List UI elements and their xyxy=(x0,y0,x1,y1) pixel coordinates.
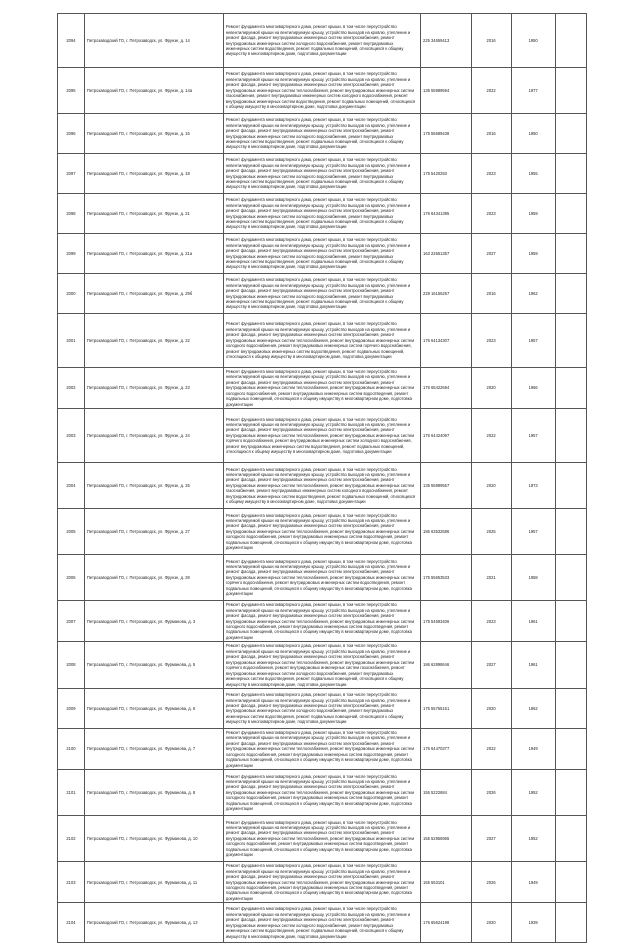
built-year-cell: 1949 xyxy=(511,862,555,903)
address-cell: Петрозаводский ГО, г. Петрозаводск, ул. Фрунзе, д. 24 xyxy=(84,409,223,463)
built-year-cell: 1962 xyxy=(511,688,555,728)
address-cell: Петрозаводский ГО, г. Петрозаводск, ул. Фурманова, д. 8 xyxy=(84,770,223,816)
table-row xyxy=(58,114,587,154)
table-row xyxy=(58,728,587,769)
empty-cell xyxy=(555,274,586,314)
year-cell: 2022 xyxy=(471,409,511,463)
cost-cell: 176 64341395 xyxy=(421,194,472,234)
built-year-cell: 1939 xyxy=(511,903,555,943)
table-row xyxy=(58,234,587,274)
built-year-cell: 1950 xyxy=(511,14,555,68)
year-cell: 2016 xyxy=(471,114,511,154)
address-cell: Петрозаводский ГО, г. Петрозаводск, ул. Фрунзе, д. 16 xyxy=(84,114,223,154)
works-cell: Ремонт фундамента многоквартирного дома, ремонт крыши, в том числе переустройство невентилируемой крыши на вентилируемую крышу, устройство выходов на кровлю, утепление и ремонт фасада, ремонт внутридомовых инженерных систем электроснабжения, ремонт внутридомовых инженерных систем холодного водоснабжения, ремонт внутридомовых инженерных систем водоотведения, ремонт подвальных помещений, относящихся к общему имуществу в многоквартирном доме, подготовка документации xyxy=(223,194,420,234)
table-row xyxy=(58,555,587,601)
empty-cell xyxy=(555,903,586,943)
year-cell: 2023 xyxy=(471,154,511,194)
address-cell: Петрозаводский ГО, г. Петрозаводск, ул. Фурманова, д. 3 xyxy=(84,601,223,642)
empty-cell xyxy=(555,463,586,509)
works-cell: Ремонт фундамента многоквартирного дома, ремонт крыши, в том числе переустройство невентилируемой крыши на вентилируемую крышу, устройство выходов на кровлю, утепление и ремонт фасада, ремонт внутридомовых инженерных систем электроснабжения, ремонт внутридомовых инженерных систем теплоснабжения, ремонт внутридомовых инженерных систем газоснабжения, ремонт внутридомовых инженерных систем холодного водоснабжения, ремонт внутридомовых инженерных систем водоотведения, ремонт подвальных помещений, относящихся к общему имуществу в многоквартирном доме, подготовка документации xyxy=(223,463,420,509)
built-year-cell: 1957 xyxy=(511,409,555,463)
year-cell: 2022 xyxy=(471,68,511,114)
year-cell: 2023 xyxy=(471,194,511,234)
address-cell: Петрозаводский ГО, г. Петрозаводск, ул. Фрунзе, д. 21 xyxy=(84,194,223,234)
built-year-cell: 1952 xyxy=(511,770,555,816)
built-year-cell: 1961 xyxy=(511,642,555,689)
table-row xyxy=(58,509,587,555)
cost-cell: 225 34659413 xyxy=(421,14,472,68)
cost-cell: 176 64424097 xyxy=(421,409,472,463)
cost-cell: 175 54593406 xyxy=(421,601,472,642)
year-cell: 2020 xyxy=(471,368,511,409)
row-number: 2009 xyxy=(58,688,85,728)
works-cell: Ремонт фундамента многоквартирного дома, ремонт крыши, в том числе переустройство невентилируемой крыши на вентилируемую крышу, устройство выходов на кровлю, утепление и ремонт фасада, ремонт внутридомовых инженерных систем электроснабжения, ремонт внутридомовых инженерных систем теплоснабжения, ремонт внутридомовых инженерных систем холодного водоснабжения, ремонт внутридомовых инженерных систем водоотведения, ремонт подвальных помещений, относящихся к общему имуществу в многоквартирном доме, подготовка документации xyxy=(223,770,420,816)
year-cell: 2020 xyxy=(471,903,511,943)
row-number: 2000 xyxy=(58,274,85,314)
empty-cell xyxy=(555,728,586,769)
row-number: 2101 xyxy=(58,770,85,816)
works-cell: Ремонт фундамента многоквартирного дома, ремонт крыши, в том числе переустройство невентилируемой крыши на вентилируемую крышу, устройство выходов на кровлю, утепление и ремонт фасада, ремонт внутридомовых инженерных систем электроснабжения, ремонт внутридомовых инженерных систем холодного водоснабжения, ремонт внутридомовых инженерных систем водоотведения, ремонт подвальных помещений, относящихся к общему имуществу в многоквартирном доме, подготовка документации xyxy=(223,114,420,154)
address-cell: Петрозаводский ГО, г. Петрозаводск, ул. Фурманова, д. 7 xyxy=(84,728,223,769)
empty-cell xyxy=(555,509,586,555)
year-cell: 2023 xyxy=(471,601,511,642)
row-number: 2103 xyxy=(58,862,85,903)
year-cell: 2025 xyxy=(471,509,511,555)
built-year-cell: 1966 xyxy=(511,368,555,409)
table-row xyxy=(58,770,587,816)
works-cell: Ремонт фундамента многоквартирного дома, ремонт крыши, в том числе переустройство невентилируемой крыши на вентилируемую крышу, устройство выходов на кровлю, утепление и ремонт фасада, ремонт внутридомовых инженерных систем электроснабжения, ремонт внутридомовых инженерных систем холодного водоснабжения, ремонт внутридомовых инженерных систем водоотведения, ремонт подвальных помещений, относящихся к общему имуществу в многоквартирном доме, подготовка документации xyxy=(223,274,420,314)
address-cell: Петрозаводский ГО, г. Петрозаводск, ул. Фурманова, д. 6 xyxy=(84,688,223,728)
row-number: 2099 xyxy=(58,234,85,274)
cost-cell: 135 55989594 xyxy=(421,68,472,114)
built-year-cell: 1973 xyxy=(511,463,555,509)
row-number: 2096 xyxy=(58,114,85,154)
cost-cell: 155 52956965 xyxy=(421,816,472,862)
empty-cell xyxy=(555,601,586,642)
year-cell: 2027 xyxy=(471,234,511,274)
empty-cell xyxy=(555,234,586,274)
cost-cell: 176 64134307 xyxy=(421,314,472,368)
built-year-cell: 1961 xyxy=(511,601,555,642)
address-cell: Петрозаводский ГО, г. Петрозаводск, ул. Фурманова, д. 5 xyxy=(84,642,223,689)
address-cell: Петрозаводский ГО, г. Петрозаводск, ул. Фрунзе, д. 29б xyxy=(84,274,223,314)
cost-cell: 163 22651357 xyxy=(421,234,472,274)
works-cell: Ремонт фундамента многоквартирного дома, ремонт крыши, в том числе переустройство невентилируемой крыши на вентилируемую крышу, устройство выходов на кровлю, утепление и ремонт фасада, ремонт внутридомовых инженерных систем электроснабжения, ремонт внутридомовых инженерных систем холодного водоснабжения, ремонт внутридомовых инженерных систем водоотведения, ремонт подвальных помещений, относящихся к общему имуществу в многоквартирном доме, подготовка документации xyxy=(223,688,420,728)
works-cell: Ремонт фундамента многоквартирного дома, ремонт крыши, в том числе переустройство невентилируемой крыши на вентилируемую крышу, устройство выходов на кровлю, утепление и ремонт фасада, ремонт внутридомовых инженерных систем электроснабжения, ремонт внутридомовых инженерных систем теплоснабжения, ремонт внутридомовых инженерных систем холодного водоснабжения, ремонт внутридомовых инженерных систем водоотведения, ремонт подвальных помещений, относящихся к общему имуществу в многоквартирном доме, подготовка документации xyxy=(223,728,420,769)
table-row xyxy=(58,688,587,728)
row-number: 2100 xyxy=(58,728,85,769)
cost-cell: 175 55689438 xyxy=(421,114,472,154)
cost-cell: 155 553101 xyxy=(421,862,472,903)
year-cell: 2026 xyxy=(471,862,511,903)
row-number: 2001 xyxy=(58,314,85,368)
address-cell: Петрозаводский ГО, г. Петрозаводск, ул. Фрунзе, д. 27 xyxy=(84,509,223,555)
table-row xyxy=(58,463,587,509)
row-number: 2006 xyxy=(58,555,85,601)
empty-cell xyxy=(555,770,586,816)
built-year-cell: 1950 xyxy=(511,114,555,154)
capital-repair-register-table xyxy=(57,13,587,943)
works-cell: Ремонт фундамента многоквартирного дома, ремонт крыши, в том числе переустройство невентилируемой крыши на вентилируемую крышу, устройство выходов на кровлю, утепление и ремонт фасада, ремонт внутридомовых инженерных систем электроснабжения, ремонт внутридомовых инженерных систем теплоснабжения, ремонт внутридомовых инженерных систем горячего водоснабжения, ремонт внутридомовых инженерных систем газоснабжения, ремонт внутридомовых инженерных систем холодного водоснабжения, ремонт внутридомовых инженерных систем водоотведения, ремонт подвальных помещений, относящихся к общему имуществу в многоквартирном доме, подготовка документации xyxy=(223,642,420,689)
table-row xyxy=(58,314,587,368)
cost-cell: 135 55989557 xyxy=(421,463,472,509)
built-year-cell: 1977 xyxy=(511,68,555,114)
cost-cell: 176 64470377 xyxy=(421,728,472,769)
works-cell: Ремонт фундамента многоквартирного дома, ремонт крыши, в том числе переустройство невентилируемой крыши на вентилируемую крышу, устройство выходов на кровлю, утепление и ремонт фасада, ремонт внутридомовых инженерных систем электроснабжения, ремонт внутридомовых инженерных систем теплоснабжения, ремонт внутридомовых инженерных систем холодного водоснабжения, ремонт внутридомовых инженерных систем водоотведения, ремонт подвальных помещений, относящихся к общему имуществу в многоквартирном доме, подготовка документации xyxy=(223,368,420,409)
empty-cell xyxy=(555,368,586,409)
empty-cell xyxy=(555,314,586,368)
table-row xyxy=(58,68,587,114)
table-row xyxy=(58,368,587,409)
table-row xyxy=(58,14,587,68)
row-number: 2104 xyxy=(58,903,85,943)
row-number: 2007 xyxy=(58,601,85,642)
works-cell: Ремонт фундамента многоквартирного дома, ремонт крыши, в том числе переустройство невентилируемой крыши на вентилируемую крышу, устройство выходов на кровлю, утепление и ремонт фасада, ремонт внутридомовых инженерных систем электроснабжения, ремонт внутридомовых инженерных систем холодного водоснабжения, ремонт внутридомовых инженерных систем водоотведения, ремонт подвальных помещений, относящихся к общему имуществу в многоквартирном доме, подготовка документации xyxy=(223,903,420,943)
year-cell: 2016 xyxy=(471,274,511,314)
works-cell: Ремонт фундамента многоквартирного дома, ремонт крыши, в том числе переустройство невентилируемой крыши на вентилируемую крышу, устройство выходов на кровлю, утепление и ремонт фасада, ремонт внутридомовых инженерных систем электроснабжения, ремонт внутридомовых инженерных систем теплоснабжения, ремонт внутридомовых инженерных систем холодного водоснабжения, ремонт внутридомовых инженерных систем водоотведения, ремонт подвальных помещений, относящихся к общему имуществу в многоквартирном доме, подготовка документации xyxy=(223,816,420,862)
address-cell: Петрозаводский ГО, г. Петрозаводск, ул. Фурманова, д. 11 xyxy=(84,862,223,903)
built-year-cell: 1955 xyxy=(511,154,555,194)
built-year-cell: 1949 xyxy=(511,728,555,769)
works-cell: Ремонт фундамента многоквартирного дома, ремонт крыши, в том числе переустройство невентилируемой крыши на вентилируемую крышу, устройство выходов на кровлю, утепление и ремонт фасада, ремонт внутридомовых инженерных систем электроснабжения, ремонт внутридомовых инженерных систем теплоснабжения, ремонт внутридомовых инженерных систем холодного водоснабжения, ремонт внутридомовых инженерных систем водоотведения, ремонт подвальных помещений, относящихся к общему имуществу в многоквартирном доме, подготовка документации xyxy=(223,601,420,642)
table-row xyxy=(58,409,587,463)
address-cell: Петрозаводский ГО, г. Петрозаводск, ул. Фрунзе, д. 22 xyxy=(84,314,223,368)
table-row xyxy=(58,862,587,903)
table-row xyxy=(58,194,587,234)
empty-cell xyxy=(555,688,586,728)
table-row xyxy=(58,154,587,194)
works-cell: Ремонт фундамента многоквартирного дома, ремонт крыши, в том числе переустройство невентилируемой крыши на вентилируемую крышу, устройство выходов на кровлю, утепление и ремонт фасада, ремонт внутридомовых инженерных систем электроснабжения, ремонт внутридомовых инженерных систем теплоснабжения, ремонт внутридомовых инженерных систем холодного водоснабжения, ремонт внутридомовых инженерных систем горячего водоснабжения, ремонт внутридомовых инженерных систем водоотведения, ремонт подвальных помещений, относящихся к общему имуществу в многоквартирном доме, подготовка документации xyxy=(223,314,420,368)
works-cell: Ремонт фундамента многоквартирного дома, ремонт крыши, в том числе переустройство невентилируемой крыши на вентилируемую крышу, устройство выходов на кровлю, утепление и ремонт фасада, ремонт внутридомовых инженерных систем электроснабжения, ремонт внутридомовых инженерных систем теплоснабжения, ремонт внутридомовых инженерных систем холодного водоснабжения, ремонт внутридомовых инженерных систем водоотведения, ремонт подвальных помещений, относящихся к общему имуществу в многоквартирном доме, подготовка документации xyxy=(223,509,420,555)
row-number: 2095 xyxy=(58,68,85,114)
works-cell: Ремонт фундамента многоквартирного дома, ремонт крыши, в том числе переустройство невентилируемой крыши на вентилируемую крышу, устройство выходов на кровлю, утепление и ремонт фасада, ремонт внутридомовых инженерных систем электроснабжения, ремонт внутридомовых инженерных систем холодного водоснабжения, ремонт внутридомовых инженерных систем водоотведения, ремонт подвальных помещений, относящихся к общему имуществу в многоквартирном доме, подготовка документации xyxy=(223,14,420,68)
cost-cell: 176 65624198 xyxy=(421,903,472,943)
empty-cell xyxy=(555,14,586,68)
built-year-cell: 1958 xyxy=(511,555,555,601)
year-cell: 2022 xyxy=(471,728,511,769)
built-year-cell: 1959 xyxy=(511,234,555,274)
built-year-cell: 1957 xyxy=(511,509,555,555)
address-cell: Петрозаводский ГО, г. Петрозаводск, ул. Фрунзе, д. 14 xyxy=(84,14,223,68)
empty-cell xyxy=(555,154,586,194)
table-row xyxy=(58,816,587,862)
row-number: 2003 xyxy=(58,409,85,463)
row-number: 2002 xyxy=(58,368,85,409)
table-row xyxy=(58,642,587,689)
year-cell: 2027 xyxy=(471,642,511,689)
year-cell: 2023 xyxy=(471,314,511,368)
address-cell: Петрозаводский ГО, г. Петрозаводск, ул. Фрунзе, д. 25 xyxy=(84,463,223,509)
built-year-cell: 1957 xyxy=(511,314,555,368)
address-cell: Петрозаводский ГО, г. Петрозаводск, ул. Фурманова, д. 13 xyxy=(84,903,223,943)
address-cell: Петрозаводский ГО, г. Петрозаводск, ул. Фрунзе, д. 23 xyxy=(84,368,223,409)
address-cell: Петрозаводский ГО, г. Петрозаводск, ул. Фрунзе, д. 28 xyxy=(84,555,223,601)
year-cell: 2021 xyxy=(471,555,511,601)
address-cell: Петрозаводский ГО, г. Петрозаводск, ул. Фрунзе, д. 18 xyxy=(84,154,223,194)
row-number: 2098 xyxy=(58,194,85,234)
works-cell: Ремонт фундамента многоквартирного дома, ремонт крыши, в том числе переустройство невентилируемой крыши на вентилируемую крышу, устройство выходов на кровлю, утепление и ремонт фасада, ремонт внутридомовых инженерных систем электроснабжения, ремонт внутридомовых инженерных систем теплоснабжения, ремонт внутридомовых инженерных систем холодного водоснабжения, ремонт внутридомовых инженерных систем водоотведения, ремонт подвальных помещений, относящихся к общему имуществу в многоквартирном доме, подготовка документации xyxy=(223,862,420,903)
built-year-cell: 1952 xyxy=(511,816,555,862)
year-cell: 2020 xyxy=(471,688,511,728)
works-cell: Ремонт фундамента многоквартирного дома, ремонт крыши, в том числе переустройство невентилируемой крыши на вентилируемую крышу, устройство выходов на кровлю, утепление и ремонт фасада, ремонт внутридомовых инженерных систем электроснабжения, ремонт внутридомовых инженерных систем холодного водоснабжения, ремонт внутридомовых инженерных систем водоотведения, ремонт подвальных помещений, относящихся к общему имуществу в многоквартирном доме, подготовка документации xyxy=(223,234,420,274)
row-number: 2005 xyxy=(58,509,85,555)
built-year-cell: 1959 xyxy=(511,194,555,234)
year-cell: 2020 xyxy=(471,463,511,509)
cost-cell: 186 63532686 xyxy=(421,509,472,555)
works-cell: Ремонт фундамента многоквартирного дома, ремонт крыши, в том числе переустройство невентилируемой крыши на вентилируемую крышу, устройство выходов на кровлю, утепление и ремонт фасада, ремонт внутридомовых инженерных систем электроснабжения, ремонт внутридомовых инженерных систем холодного водоснабжения, ремонт внутридомовых инженерных систем водоотведения, ремонт подвальных помещений, относящихся к общему имуществу в многоквартирном доме, подготовка документации xyxy=(223,154,420,194)
table-body xyxy=(58,14,587,943)
works-cell: Ремонт фундамента многоквартирного дома, ремонт крыши, в том числе переустройство невентилируемой крыши на вентилируемую крышу, устройство выходов на кровлю, утепление и ремонт фасада, ремонт внутридомовых инженерных систем электроснабжения, ремонт внутридомовых инженерных систем теплоснабжения, ремонт внутридомовых инженерных систем горячего водоснабжения, ремонт внутридомовых инженерных систем водоотведения, ремонт подвальных помещений, относящихся к общему имуществу в многоквартирном доме, подготовка документации xyxy=(223,555,420,601)
empty-cell xyxy=(555,555,586,601)
cost-cell: 229 16156257 xyxy=(421,274,472,314)
year-cell: 2027 xyxy=(471,816,511,862)
empty-cell xyxy=(555,409,586,463)
cost-cell: 175 55765151 xyxy=(421,688,472,728)
empty-cell xyxy=(555,68,586,114)
empty-cell xyxy=(555,114,586,154)
empty-cell xyxy=(555,816,586,862)
works-cell: Ремонт фундамента многоквартирного дома, ремонт крыши, в том числе переустройство невентилируемой крыши на вентилируемую крышу, устройство выходов на кровлю, утепление и ремонт фасада, ремонт внутридомовых инженерных систем электроснабжения, ремонт внутридомовых инженерных систем теплоснабжения, ремонт внутридомовых инженерных систем газоснабжения, ремонт внутридомовых инженерных систем холодного водоснабжения, ремонт внутридомовых инженерных систем водоотведения, ремонт подвальных помещений, относящихся к общему имуществу в многоквартирном доме, подготовка документации xyxy=(223,68,420,114)
cost-cell: 176 65422694 xyxy=(421,368,472,409)
empty-cell xyxy=(555,194,586,234)
table-row xyxy=(58,601,587,642)
address-cell: Петрозаводский ГО, г. Петрозаводск, ул. Фрунзе, д. 14а xyxy=(84,68,223,114)
cost-cell: 155 5222684 xyxy=(421,770,472,816)
cost-cell: 175 5420293 xyxy=(421,154,472,194)
table-row xyxy=(58,274,587,314)
row-number: 2008 xyxy=(58,642,85,689)
address-cell: Петрозаводский ГО, г. Петрозаводск, ул. Фурманова, д. 10 xyxy=(84,816,223,862)
empty-cell xyxy=(555,862,586,903)
row-number: 2004 xyxy=(58,463,85,509)
year-cell: 2026 xyxy=(471,770,511,816)
works-cell: Ремонт фундамента многоквартирного дома, ремонт крыши, в том числе переустройство невентилируемой крыши на вентилируемую крышу, устройство выходов на кровлю, утепление и ремонт фасада, ремонт внутридомовых инженерных систем электроснабжения, ремонт внутридомовых инженерных систем теплоснабжения, ремонт внутридомовых инженерных систем горячего водоснабжения, ремонт внутридомовых инженерных систем холодного водоснабжения, ремонт внутридомовых инженерных систем водоотведения, ремонт подвальных помещений, относящихся к общему имуществу в многоквартирном доме, подготовка документации xyxy=(223,409,420,463)
table-row xyxy=(58,903,587,943)
cost-cell: 175 55653533 xyxy=(421,555,472,601)
empty-cell xyxy=(555,642,586,689)
cost-cell: 186 62898646 xyxy=(421,642,472,689)
year-cell: 2016 xyxy=(471,14,511,68)
built-year-cell: 1962 xyxy=(511,274,555,314)
row-number: 2102 xyxy=(58,816,85,862)
address-cell: Петрозаводский ГО, г. Петрозаводск, ул. Фрунзе, д. 21а xyxy=(84,234,223,274)
row-number: 2094 xyxy=(58,14,85,68)
row-number: 2097 xyxy=(58,154,85,194)
